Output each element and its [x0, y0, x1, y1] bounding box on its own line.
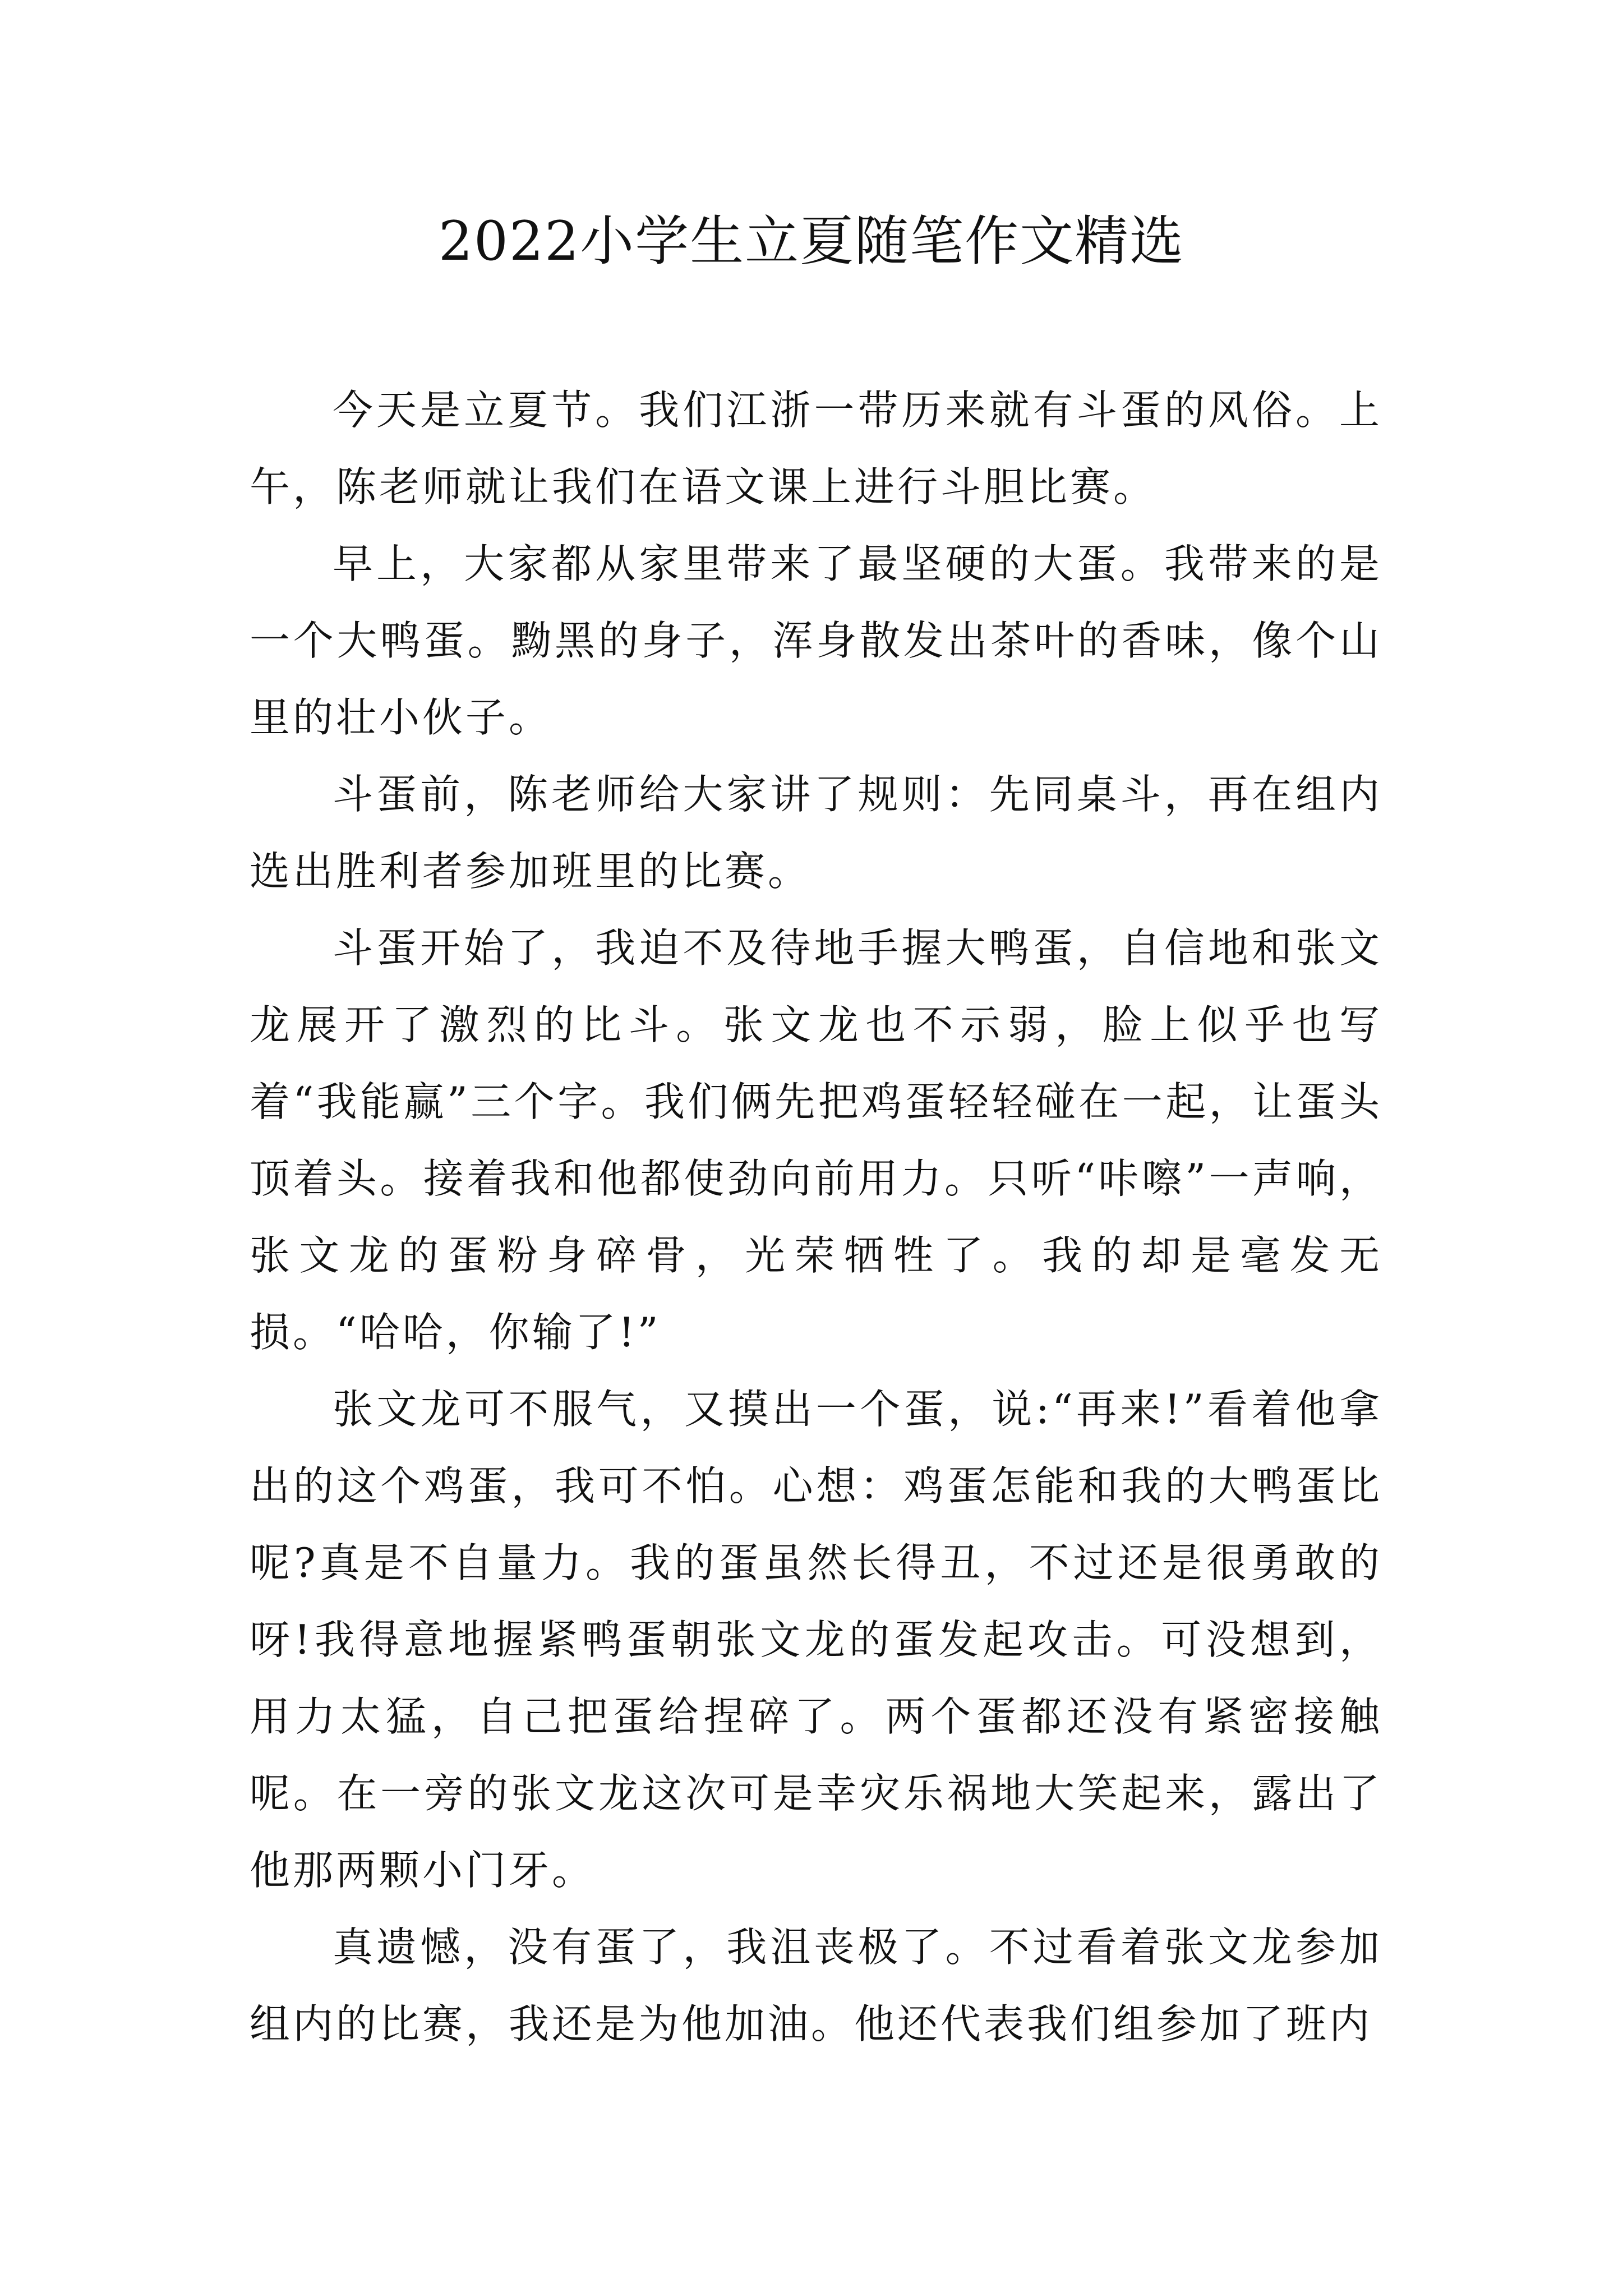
paragraph-4: 斗蛋开始了，我迫不及待地手握大鸭蛋，自信地和张文龙展开了激烈的比斗。张文龙也不示弱，脸上似乎也写着“我能赢”三个字。我们俩先把鸡蛋轻轻碰在一起，让蛋头顶着头。接着我和他都使劲向前用力。只听“咔嚓”一声响，张文龙的蛋粉身碎骨，光荣牺牲了。我的却是毫发无损。“哈哈，你输了!” [250, 924, 1382, 1356]
paragraph-3: 斗蛋前，陈老师给大家讲了规则：先同桌斗，再在组内选出胜利者参加班里的比赛。 [250, 771, 1382, 895]
paragraph-5: 张文龙可不服气，又摸出一个蛋，说:“再来!”看着他拿出的这个鸡蛋，我可不怕。心想：鸡蛋怎能和我的大鸭蛋比呢?真是不自量力。我的蛋虽然长得丑，不过还是很勇敢的呀!我得意地握紧鸭蛋朝张文龙的蛋发起攻击。可没想到，用力太猛，自己把蛋给捏碎了。两个蛋都还没有紧密接触呢。在一旁的张文龙这次可是幸灾乐祸地大笑起来，露出了他那两颗小门牙。 [250, 1386, 1382, 1894]
document-title: 2022小学生立夏随笔作文精选 [438, 210, 1185, 273]
paragraph-1: 今天是立夏节。我们江浙一带历来就有斗蛋的风俗。上午，陈老师就让我们在语文课上进行斗胆比赛。 [250, 386, 1382, 510]
document-body [250, 372, 1382, 2063]
paragraph-6: 真遗憾，没有蛋了，我沮丧极了。不过看着张文龙参加组内的比赛，我还是为他加油。他还代表我们组参加了班内 [250, 1924, 1382, 2047]
paragraph-2: 早上，大家都从家里带来了最坚硬的大蛋。我带来的是一个大鸭蛋。黝黑的身子，浑身散发出茶叶的香味，像个山里的壮小伙子。 [250, 540, 1382, 741]
